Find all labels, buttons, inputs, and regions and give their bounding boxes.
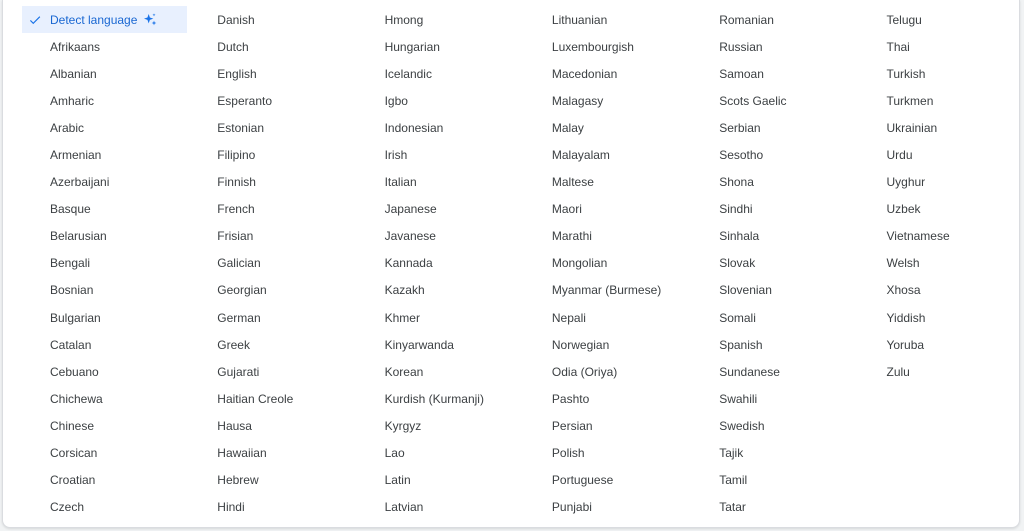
language-option-slovak[interactable] (691, 250, 858, 277)
language-option-uzbek[interactable] (858, 196, 1024, 223)
language-option-kyrgyz[interactable] (357, 412, 524, 439)
language-label: Swahili (719, 391, 758, 406)
language-option-pashto[interactable] (524, 385, 691, 412)
language-label: Amharic (50, 93, 95, 108)
language-option-czech[interactable] (22, 494, 189, 521)
language-label: Esperanto (217, 93, 272, 108)
language-label: Georgian (217, 283, 267, 298)
language-label: Mongolian (551, 256, 608, 271)
language-label: Sinhala (719, 229, 760, 244)
language-option-persian[interactable] (524, 412, 691, 439)
language-label: Arabic (50, 120, 85, 135)
language-label: Kurdish (Kurmanji) (384, 391, 484, 406)
language-label: Hmong (384, 12, 424, 27)
language-option-kannada[interactable] (357, 250, 524, 277)
language-label: Punjabi (551, 500, 592, 515)
language-option-odia-oriya[interactable] (524, 358, 691, 385)
language-label: Norwegian (551, 337, 610, 352)
language-label: Frisian (217, 229, 254, 244)
language-option-turkish[interactable] (858, 60, 1024, 87)
check-icon (28, 13, 42, 27)
language-option-amharic[interactable] (22, 87, 189, 114)
language-option-indonesian[interactable] (357, 114, 524, 141)
language-label: Sundanese (719, 364, 780, 379)
language-label: Danish (217, 12, 255, 27)
language-option-georgian[interactable] (189, 277, 356, 304)
language-label: Belarusian (50, 229, 107, 244)
language-label: Macedonian (551, 66, 618, 81)
language-option-zulu[interactable] (858, 358, 1024, 385)
language-option-swahili[interactable] (691, 385, 858, 412)
language-option-finnish[interactable] (189, 169, 356, 196)
language-option-danish[interactable] (189, 6, 356, 33)
language-label: Hindi (217, 500, 245, 515)
language-option-sindhi[interactable] (691, 196, 858, 223)
language-label: Afrikaans (50, 39, 101, 54)
language-label: Dutch (217, 39, 249, 54)
language-option-chinese[interactable] (22, 412, 189, 439)
language-option-scots-gaelic[interactable] (691, 87, 858, 114)
language-option-tamil[interactable] (691, 467, 858, 494)
language-label: Serbian (719, 120, 761, 135)
language-label: Pashto (551, 391, 590, 406)
language-label: Hebrew (217, 473, 259, 488)
language-label: Tatar (719, 500, 746, 515)
language-label: Basque (50, 202, 91, 217)
language-label: Chinese (50, 418, 95, 433)
language-option-german[interactable] (189, 304, 356, 331)
language-label: Russian (719, 39, 763, 54)
language-label: Lithuanian (551, 12, 608, 27)
language-option-macedonian[interactable] (524, 60, 691, 87)
language-label: Hausa (217, 418, 252, 433)
language-label: Detect language (50, 12, 138, 27)
language-label: Luxembourgish (551, 39, 634, 54)
language-option-basque[interactable] (22, 196, 189, 223)
language-label: Lao (384, 446, 405, 461)
language-label: Filipino (217, 148, 256, 163)
language-label: Uyghur (886, 175, 926, 190)
language-label: Khmer (384, 310, 420, 325)
language-label: Bosnian (50, 283, 94, 298)
language-option-english[interactable] (189, 60, 356, 87)
language-option-maori[interactable] (524, 196, 691, 223)
language-option-hawaiian[interactable] (189, 440, 356, 467)
language-option-uyghur[interactable] (858, 169, 1024, 196)
language-label: Bulgarian (50, 310, 101, 325)
language-label: Irish (384, 148, 408, 163)
language-label: Kyrgyz (384, 418, 422, 433)
language-label: Azerbaijani (50, 175, 110, 190)
language-label: Scots Gaelic (719, 93, 787, 108)
language-option-shona[interactable] (691, 169, 858, 196)
language-label: Cebuano (50, 364, 99, 379)
language-label: German (217, 310, 261, 325)
language-label: Kannada (384, 256, 433, 271)
language-label: Armenian (50, 148, 102, 163)
language-option-punjabi[interactable] (524, 494, 691, 521)
language-label: Shona (719, 175, 754, 190)
language-label: Odia (Oriya) (551, 364, 618, 379)
language-label: Slovak (719, 256, 756, 271)
language-label: Galician (217, 256, 261, 271)
language-label: Corsican (50, 446, 98, 461)
language-option-russian[interactable] (691, 33, 858, 60)
language-option-myanmar-burmese[interactable] (524, 277, 691, 304)
language-option-sesotho[interactable] (691, 141, 858, 168)
language-option-malay[interactable] (524, 114, 691, 141)
language-label: Somali (719, 310, 756, 325)
language-option-yoruba[interactable] (858, 331, 1024, 358)
language-label: Albanian (50, 66, 97, 81)
language-label: Nepali (551, 310, 586, 325)
language-option-bengali[interactable] (22, 250, 189, 277)
language-label: Welsh (886, 256, 920, 271)
language-option-icelandic[interactable] (357, 60, 524, 87)
language-option-greek[interactable] (189, 331, 356, 358)
language-label: Xhosa (886, 283, 921, 298)
language-label: Romanian (719, 12, 774, 27)
language-label: Tajik (719, 446, 744, 461)
language-label: Yiddish (886, 310, 926, 325)
language-label: Spanish (719, 337, 763, 352)
language-label: Finnish (217, 175, 256, 190)
language-label: Persian (551, 418, 593, 433)
language-option-corsican[interactable] (22, 440, 189, 467)
language-label: Latvian (384, 500, 424, 515)
language-option-catalan[interactable] (22, 331, 189, 358)
language-option-khmer[interactable] (357, 304, 524, 331)
language-option-arabic[interactable] (22, 114, 189, 141)
sparkle-icon (142, 12, 158, 28)
language-label: Turkish (886, 66, 926, 81)
language-label: Maltese (551, 175, 594, 190)
language-option-estonian[interactable] (189, 114, 356, 141)
language-option-somali[interactable] (691, 304, 858, 331)
language-label: Hungarian (384, 39, 440, 54)
language-option-bosnian[interactable] (22, 277, 189, 304)
language-label: Sindhi (719, 202, 753, 217)
language-option-croatian[interactable] (22, 467, 189, 494)
language-label: Icelandic (384, 66, 432, 81)
language-option-afrikaans[interactable] (22, 33, 189, 60)
language-option-frisian[interactable] (189, 223, 356, 250)
language-label: Ukrainian (886, 120, 938, 135)
language-option-marathi[interactable] (524, 223, 691, 250)
language-list (22, 6, 1024, 521)
language-label: Telugu (886, 12, 922, 27)
language-option-dutch[interactable] (189, 33, 356, 60)
language-label: Malagasy (551, 93, 604, 108)
language-label: Czech (50, 500, 85, 515)
language-label: Japanese (384, 202, 437, 217)
language-option-kurdish-kurmanji[interactable] (357, 385, 524, 412)
language-option-albanian[interactable] (22, 60, 189, 87)
language-option-japanese[interactable] (357, 196, 524, 223)
language-option-xhosa[interactable] (858, 277, 1024, 304)
language-label: Samoan (719, 66, 764, 81)
language-label: Vietnamese (886, 229, 950, 244)
detect-language-option[interactable] (22, 6, 187, 33)
language-option-hindi[interactable] (189, 494, 356, 521)
language-option-mongolian[interactable] (524, 250, 691, 277)
language-label: Marathi (551, 229, 592, 244)
language-label: Estonian (217, 120, 264, 135)
language-option-sundanese[interactable] (691, 358, 858, 385)
language-option-lao[interactable] (357, 440, 524, 467)
language-option-vietnamese[interactable] (858, 223, 1024, 250)
language-option-french[interactable] (189, 196, 356, 223)
language-option-telugu[interactable] (858, 6, 1024, 33)
language-label: Hawaiian (217, 446, 267, 461)
language-option-malagasy[interactable] (524, 87, 691, 114)
language-label: Javanese (384, 229, 436, 244)
language-label: Chichewa (50, 391, 103, 406)
language-option-serbian[interactable] (691, 114, 858, 141)
language-option-hmong[interactable] (357, 6, 524, 33)
language-option-bulgarian[interactable] (22, 304, 189, 331)
language-option-hungarian[interactable] (357, 33, 524, 60)
language-label: Uzbek (886, 202, 921, 217)
language-option-malayalam[interactable] (524, 141, 691, 168)
language-option-javanese[interactable] (357, 223, 524, 250)
language-option-swedish[interactable] (691, 412, 858, 439)
language-label: Sesotho (719, 148, 764, 163)
language-label: Urdu (886, 148, 913, 163)
language-option-turkmen[interactable] (858, 87, 1024, 114)
language-option-haitian-creole[interactable] (189, 385, 356, 412)
language-label: Portuguese (551, 473, 614, 488)
language-option-lithuanian[interactable] (524, 6, 691, 33)
language-option-portuguese[interactable] (524, 467, 691, 494)
language-label: Tamil (719, 473, 748, 488)
language-label: Polish (551, 446, 585, 461)
language-option-igbo[interactable] (357, 87, 524, 114)
language-label: Swedish (719, 418, 765, 433)
language-option-hausa[interactable] (189, 412, 356, 439)
language-label: Malayalam (551, 148, 610, 163)
language-label: Maori (551, 202, 582, 217)
language-option-filipino[interactable] (189, 141, 356, 168)
language-option-thai[interactable] (858, 33, 1024, 60)
language-label: Korean (384, 364, 424, 379)
language-label: Yoruba (886, 337, 925, 352)
language-label: Thai (886, 39, 910, 54)
language-option-spanish[interactable] (691, 331, 858, 358)
language-option-latin[interactable] (357, 467, 524, 494)
language-option-cebuano[interactable] (22, 358, 189, 385)
language-option-tatar[interactable] (691, 494, 858, 521)
language-label: Italian (384, 175, 417, 190)
language-label: Latin (384, 473, 411, 488)
language-label: French (217, 202, 255, 217)
language-label: Zulu (886, 364, 910, 379)
language-option-norwegian[interactable] (524, 331, 691, 358)
language-option-luxembourgish[interactable] (524, 33, 691, 60)
language-option-polish[interactable] (524, 440, 691, 467)
language-option-welsh[interactable] (858, 250, 1024, 277)
language-label: Indonesian (384, 120, 444, 135)
language-option-latvian[interactable] (357, 494, 524, 521)
language-option-chichewa[interactable] (22, 385, 189, 412)
language-option-galician[interactable] (189, 250, 356, 277)
language-option-armenian[interactable] (22, 141, 189, 168)
language-label: Catalan (50, 337, 92, 352)
language-option-urdu[interactable] (858, 141, 1024, 168)
language-label: Turkmen (886, 93, 934, 108)
language-label: Gujarati (217, 364, 260, 379)
language-label: Myanmar (Burmese) (551, 283, 662, 298)
language-option-italian[interactable] (357, 169, 524, 196)
language-option-belarusian[interactable] (22, 223, 189, 250)
language-option-nepali[interactable] (524, 304, 691, 331)
language-label: English (217, 66, 257, 81)
language-option-gujarati[interactable] (189, 358, 356, 385)
language-label: Malay (551, 120, 584, 135)
language-option-irish[interactable] (357, 141, 524, 168)
language-option-maltese[interactable] (524, 169, 691, 196)
language-option-slovenian[interactable] (691, 277, 858, 304)
language-option-kazakh[interactable] (357, 277, 524, 304)
language-label: Slovenian (719, 283, 772, 298)
language-option-tajik[interactable] (691, 440, 858, 467)
language-label: Kazakh (384, 283, 425, 298)
language-label: Igbo (384, 93, 408, 108)
language-label: Haitian Creole (217, 391, 294, 406)
language-option-kinyarwanda[interactable] (357, 331, 524, 358)
language-option-azerbaijani[interactable] (22, 169, 189, 196)
language-option-hebrew[interactable] (189, 467, 356, 494)
language-option-korean[interactable] (357, 358, 524, 385)
language-label: Croatian (50, 473, 96, 488)
language-option-samoan[interactable] (691, 60, 858, 87)
language-label: Bengali (50, 256, 91, 271)
language-option-romanian[interactable] (691, 6, 858, 33)
language-label: Greek (217, 337, 250, 352)
language-option-yiddish[interactable] (858, 304, 1024, 331)
language-option-sinhala[interactable] (691, 223, 858, 250)
language-option-ukrainian[interactable] (858, 114, 1024, 141)
language-picker-panel (2, 0, 1020, 528)
language-label: Kinyarwanda (384, 337, 454, 352)
language-option-esperanto[interactable] (189, 87, 356, 114)
